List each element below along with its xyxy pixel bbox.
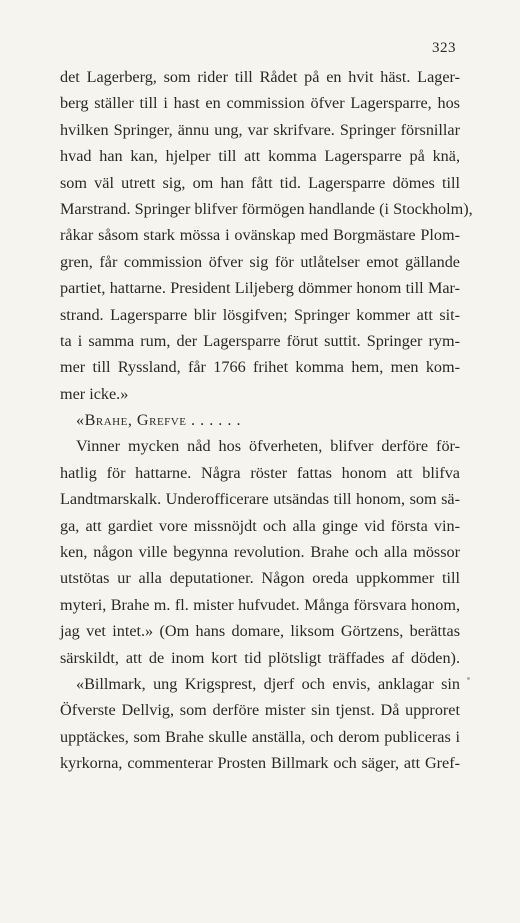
body-text (60, 64, 473, 777)
text-line: Öfverste Dellvig, som derföre mister sin tjenst. Då upproret (60, 701, 460, 720)
text-line: hatlig för hattarne. Några röster fattas honom att blifva (60, 463, 460, 482)
text-line: mer icke.» (60, 384, 129, 403)
text-line: hvilken Springer, ännu ung, var skrifvare. Springer försnillar (60, 120, 460, 139)
text-line: berg ställer till i hast en commission öfver Lagersparre, hos (60, 94, 460, 113)
text-line: jag vet intet.» (Om hans domare, liksom Görtzens, berättas (60, 622, 460, 641)
text-line: det Lagerberg, som rider till Rådet på en hvit häst. Lager- (60, 68, 460, 86)
text-line: Vinner mycken nåd hos öfverheten, blifver derföre för- (76, 437, 460, 456)
text-line: myteri, Brahe m. fl. mister hufvudet. Många försvara honom, (60, 595, 460, 614)
text-line: strand. Lagersparre blir lösgifven; Springer kommer att sit- (60, 305, 460, 324)
entry-heading-brahe: «Brahe, Grefve . . . . . . (76, 411, 242, 430)
page-number: 323 (432, 40, 456, 56)
text-line: Marstrand. Springer blifver förmögen handlande (i Stockholm), (60, 199, 473, 218)
ink-speck (467, 677, 470, 680)
text-line: råkar såsom stark mössa i ovänskap med Borgmästare Plom- (60, 226, 460, 245)
text-line: ga, att gardiet vore missnöjdt och alla ginge vid första vin- (60, 516, 460, 535)
text-line: särskildt, att de inom kort tid plötsligt träffades af döden). (60, 648, 460, 667)
text-line: partiet, hattarne. President Liljeberg dömmer honom till Mar- (60, 279, 460, 298)
text-line: utstötas ur alla deputationer. Någon oreda uppkommer till (60, 569, 460, 588)
text-line: Landtmarskalk. Underofficerare utsändas till honom, som sä- (60, 490, 460, 509)
text-line: hvad han kan, hjelper till att komma Lagersparre på knä, (60, 147, 460, 166)
text-line: upptäckes, som Brahe skulle anställa, och derom publiceras i (60, 727, 460, 746)
text-line: kyrkorna, commenterar Prosten Billmark och säger, att Gref- (60, 754, 460, 773)
entry-billmark: «Billmark, ung Krigsprest, djerf och envis, anklagar sin (76, 674, 460, 693)
text-line: ta i samma rum, der Lagersparre förut suttit. Springer rym- (60, 331, 460, 350)
text-line: ken, någon ville begynna revolution. Brahe och alla mössor (60, 543, 460, 562)
text-line: som väl utrett sig, om han fått tid. Lagersparre dömes till (60, 173, 460, 192)
text-line: mer till Ryssland, får 1766 frihet komma hem, men kom- (60, 358, 460, 377)
text-line: gren, får commission öfver sig för utlåtelser emot gällande (60, 252, 460, 271)
